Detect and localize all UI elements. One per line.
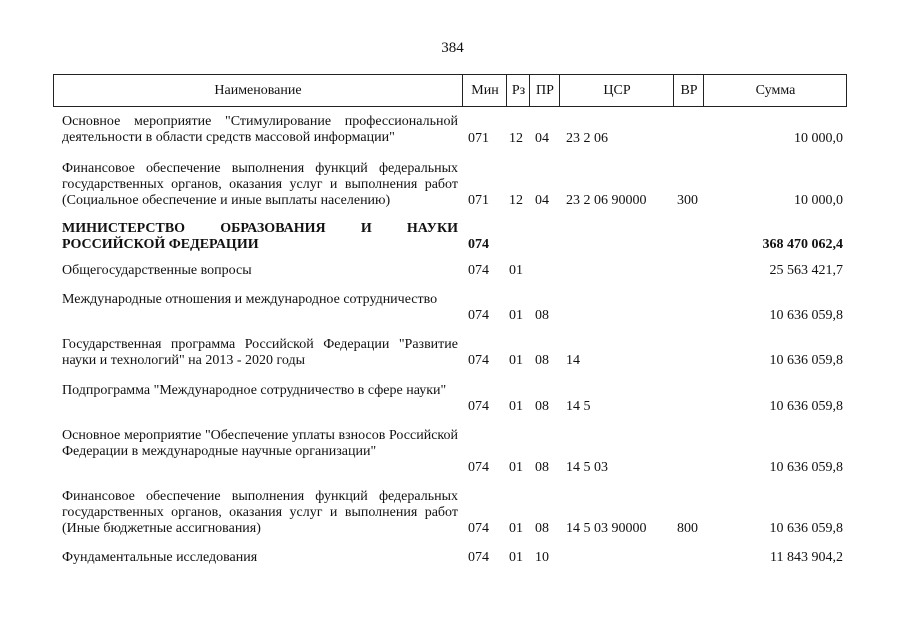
row-min: 074 (468, 353, 489, 368)
row-csr: 14 5 (566, 399, 591, 414)
row-rz: 12 (509, 193, 523, 208)
row-csr: 14 (566, 353, 580, 368)
row-pr: 10 (535, 550, 549, 565)
row-pr: 08 (535, 460, 549, 475)
row-min: 074 (468, 521, 489, 536)
row-pr: 08 (535, 308, 549, 323)
row-name: Финансовое обеспечение выполнения функций федеральных государственных органов, оказания услуг и выполнения работ (Социальное обеспечение и иные выплаты населению) (62, 161, 458, 208)
row-name: Основное мероприятие "Стимулирование профессиональной деятельности в области средств массовой информации" (62, 114, 458, 145)
header-min: Мин (462, 75, 507, 106)
row-min: 074 (468, 263, 489, 278)
row-sum: 10 000,0 (794, 193, 843, 208)
row-vr: 800 (677, 521, 698, 536)
row-pr: 08 (535, 353, 549, 368)
header-rz: Рз (506, 75, 530, 106)
row-sum: 10 636 059,8 (769, 353, 843, 368)
row-rz: 01 (509, 263, 523, 278)
row-sum: 10 636 059,8 (769, 399, 843, 414)
row-name: МИНИСТЕРСТВО ОБРАЗОВАНИЯ И НАУКИ РОССИЙСКОЙ ФЕДЕРАЦИИ (62, 221, 458, 252)
row-rz: 01 (509, 308, 523, 323)
row-min: 074 (468, 237, 489, 252)
row-min: 071 (468, 193, 489, 208)
header-name: Наименование (214, 83, 302, 98)
row-pr: 08 (535, 521, 549, 536)
row-sum: 10 636 059,8 (769, 460, 843, 475)
row-rz: 01 (509, 550, 523, 565)
row-min: 074 (468, 308, 489, 323)
row-pr: 04 (535, 131, 549, 146)
row-name: Основное мероприятие "Обеспечение уплаты взносов Российской Федерации в международные научные организации" (62, 428, 458, 459)
row-sum: 10 636 059,8 (769, 308, 843, 323)
row-csr: 14 5 03 (566, 460, 608, 475)
row-min: 071 (468, 131, 489, 146)
row-rz: 01 (509, 399, 523, 414)
row-name: Общегосударственные вопросы (62, 263, 252, 278)
row-min: 074 (468, 399, 489, 414)
row-pr: 04 (535, 193, 549, 208)
row-csr: 23 2 06 (566, 131, 608, 146)
header-pr: ПР (529, 75, 560, 106)
row-sum: 25 563 421,7 (769, 263, 843, 278)
row-vr: 300 (677, 193, 698, 208)
row-name: Государственная программа Российской Федерации "Развитие науки и технологий" на 2013 - 2020 годы (62, 337, 458, 368)
row-sum: 10 000,0 (794, 131, 843, 146)
page-number: 384 (441, 40, 464, 56)
row-rz: 01 (509, 521, 523, 536)
row-pr: 08 (535, 399, 549, 414)
row-name: Фундаментальные исследования (62, 550, 258, 565)
row-rz: 01 (509, 353, 523, 368)
row-name: Международные отношения и международное сотрудничество (62, 292, 438, 307)
row-name: Финансовое обеспечение выполнения функций федеральных государственных органов, оказания услуг и выполнения работ (Иные бюджетные ассигнования) (62, 489, 458, 536)
row-rz: 12 (509, 131, 523, 146)
row-rz: 01 (509, 460, 523, 475)
row-name: Подпрограмма "Международное сотрудничество в сфере науки" (62, 383, 447, 398)
header-sum: Сумма (703, 75, 847, 106)
table-header (53, 74, 847, 107)
row-min: 074 (468, 550, 489, 565)
row-sum: 368 470 062,4 (762, 237, 843, 252)
row-csr: 23 2 06 90000 (566, 193, 647, 208)
row-min: 074 (468, 460, 489, 475)
header-vr: ВР (673, 75, 704, 106)
row-csr: 14 5 03 90000 (566, 521, 647, 536)
row-sum: 10 636 059,8 (769, 521, 843, 536)
row-sum: 11 843 904,2 (770, 550, 843, 565)
header-csr: ЦСР (559, 75, 674, 106)
